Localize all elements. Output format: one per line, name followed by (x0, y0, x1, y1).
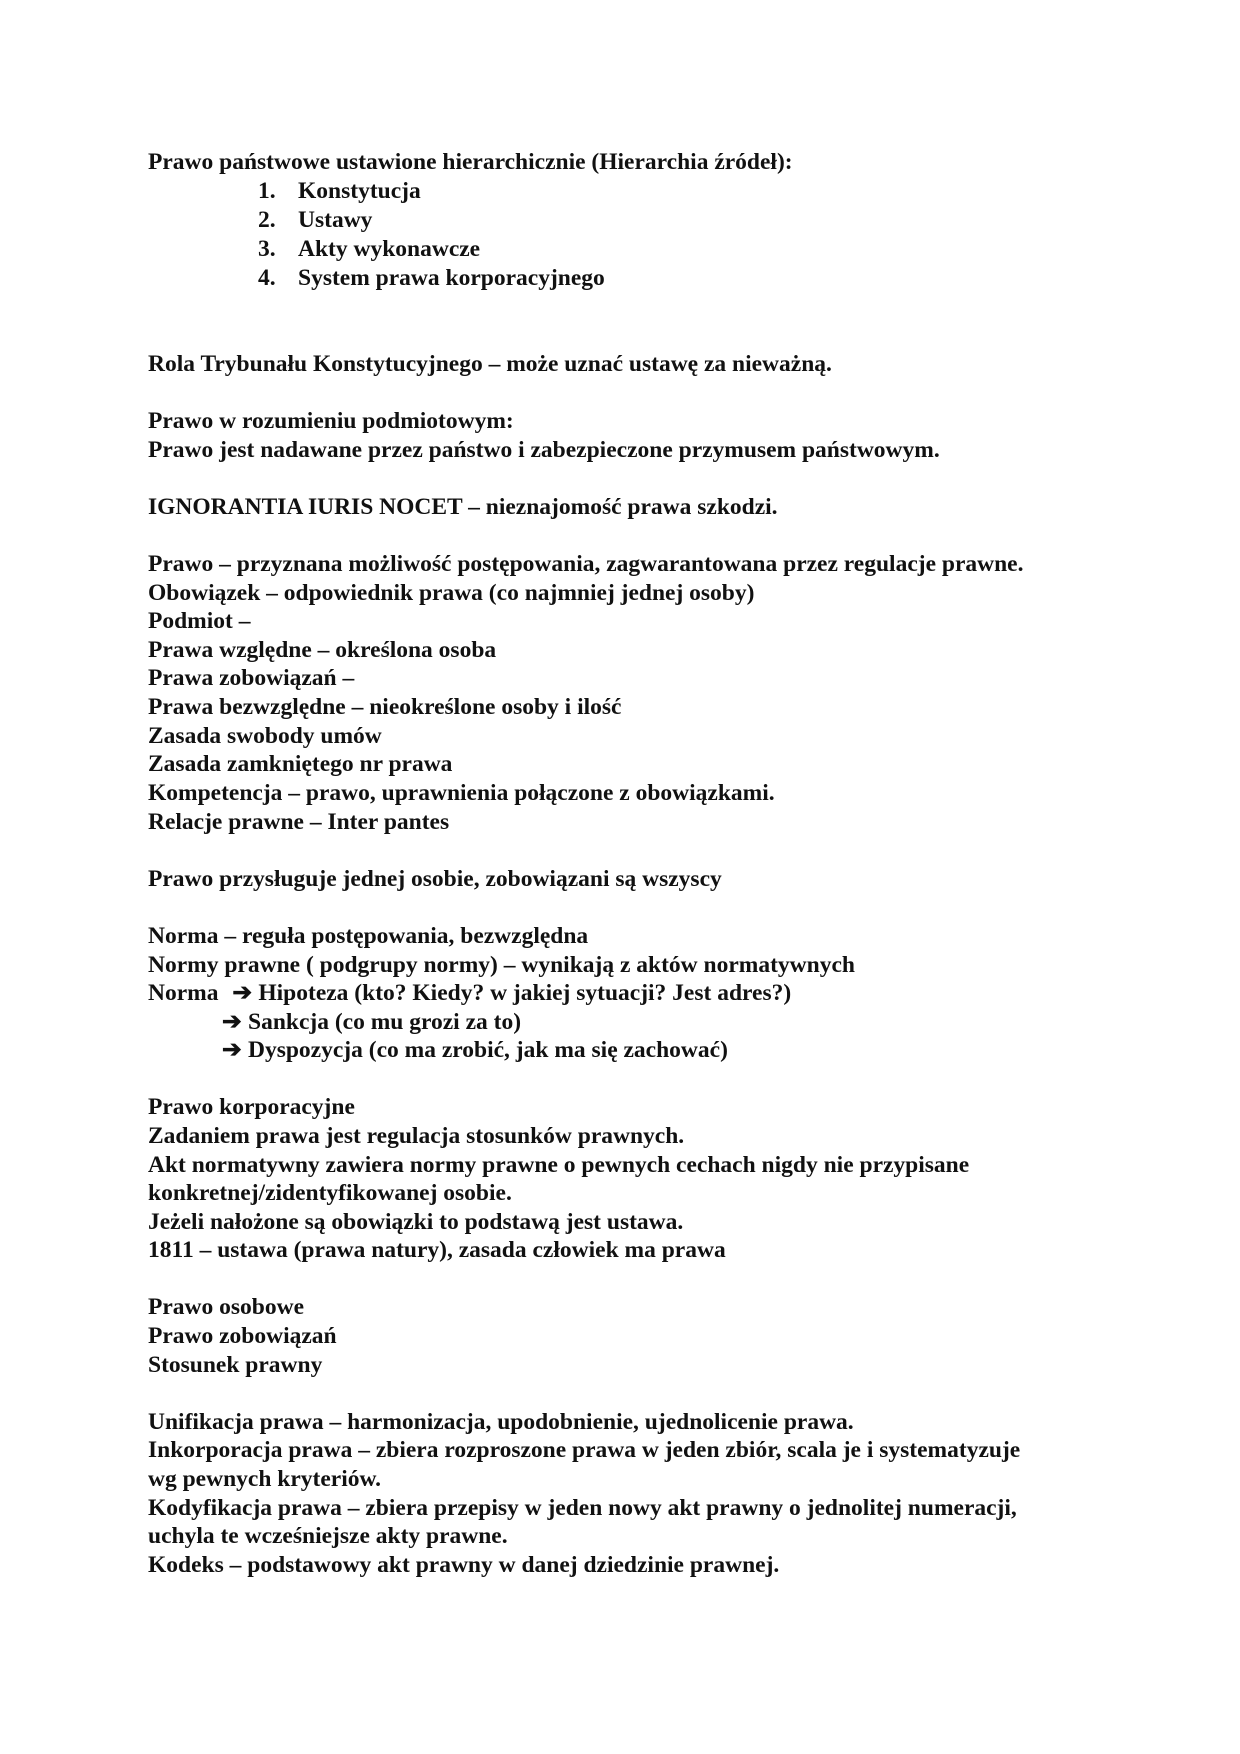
arrow-right-icon: ➔ (222, 1009, 242, 1035)
norma-prefix: Norma (148, 980, 219, 1006)
korporacyjne-line: 1811 – ustawa (prawa natury), zasada człowiek ma prawa (148, 1237, 726, 1263)
przysluguje-paragraph: Prawo przysługuje jednej osobie, zobowiązani są wszyscy (148, 866, 722, 892)
podmiotowe-title: Prawo w rozumieniu podmiotowym: (148, 408, 514, 434)
unifikacja-line: Unifikacja prawa – harmonizacja, upodobnienie, ujednolicenie prawa. (148, 1409, 854, 1435)
norma-dyspozycja-line (222, 1036, 728, 1065)
norma-line: Normy prawne ( podgrupy normy) – wynikają z aktów normatywnych (148, 952, 855, 978)
hipoteza-text: Hipoteza (kto? Kiedy? w jakiej sytuacji? Jest adres?) (258, 980, 792, 1006)
definition-line: Relacje prawne – Inter pantes (148, 809, 450, 835)
korporacyjne-line: konkretnej/zidentyfikowanej osobie. (148, 1180, 512, 1206)
korporacyjne-line: Zadaniem prawa jest regulacja stosunków prawnych. (148, 1123, 685, 1149)
korporacyjne-line: Prawo korporacyjne (148, 1094, 355, 1120)
hierarchy-heading: Prawo państwowe ustawione hierarchicznie (Hierarchia źródeł): (148, 149, 793, 175)
ignorantia-paragraph: IGNORANTIA IURIS NOCET – nieznajomość prawa szkodzi. (148, 494, 778, 520)
arrow-right-icon: ➔ (222, 1037, 242, 1063)
norma-line: Norma – reguła postępowania, bezwzględna (148, 923, 589, 949)
podmiotowe-text: Prawo jest nadawane przez państwo i zabezpieczone przymusem państwowym. (148, 437, 940, 463)
osobowe-line: Prawo zobowiązań (148, 1323, 337, 1349)
list-item: Konstytucja (298, 178, 421, 204)
unifikacja-line: uchyla te wcześniejsze akty prawne. (148, 1523, 508, 1549)
list-item: Akty wykonawcze (298, 236, 481, 262)
unifikacja-line: wg pewnych kryteriów. (148, 1466, 382, 1492)
definition-line: Zasada zamkniętego nr prawa (148, 751, 453, 777)
arrow-right-icon: ➔ (232, 980, 253, 1006)
sankcja-text: Sankcja (co mu grozi za to) (248, 1009, 522, 1035)
definition-line: Podmiot – (148, 608, 251, 634)
trybunal-paragraph: Rola Trybunału Konstytucyjnego – może uznać ustawę za nieważną. (148, 351, 832, 377)
definition-line: Prawa bezwzględne – nieokreślone osoby i ilość (148, 694, 622, 720)
definition-line: Zasada swobody umów (148, 723, 382, 749)
list-item: Ustawy (298, 207, 373, 233)
dyspozycja-text: Dyspozycja (co ma zrobić, jak ma się zachować) (248, 1037, 728, 1063)
korporacyjne-line: Akt normatywny zawiera normy prawne o pewnych cechach nigdy nie przypisane (148, 1152, 970, 1178)
unifikacja-line: Kodyfikacja prawa – zbiera przepisy w jeden nowy akt prawny o jednolitej numeracji, (148, 1495, 1017, 1521)
list-number: 4. (258, 265, 276, 291)
list-number: 3. (258, 236, 276, 262)
norma-hipoteza-line (148, 979, 791, 1008)
unifikacja-line: Inkorporacja prawa – zbiera rozproszone prawa w jeden zbiór, scala je i systematyzuje (148, 1437, 1021, 1463)
list-item: System prawa korporacyjnego (298, 265, 605, 291)
unifikacja-line: Kodeks – podstawowy akt prawny w danej dziedzinie prawnej. (148, 1552, 780, 1578)
definition-line: Obowiązek – odpowiednik prawa (co najmniej jednej osoby) (148, 580, 755, 606)
definition-line: Kompetencja – prawo, uprawnienia połączone z obowiązkami. (148, 780, 775, 806)
list-number: 1. (258, 178, 276, 204)
korporacyjne-line: Jeżeli nałożone są obowiązki to podstawą jest ustawa. (148, 1209, 684, 1235)
definition-line: Prawa zobowiązań – (148, 665, 355, 691)
definition-line: Prawo – przyznana możliwość postępowania, zagwarantowana przez regulacje prawne. (148, 551, 1024, 577)
list-number: 2. (258, 207, 276, 233)
osobowe-line: Prawo osobowe (148, 1294, 304, 1320)
definition-line: Prawa względne – określona osoba (148, 637, 497, 663)
osobowe-line: Stosunek prawny (148, 1352, 323, 1378)
norma-sankcja-line (222, 1008, 521, 1037)
